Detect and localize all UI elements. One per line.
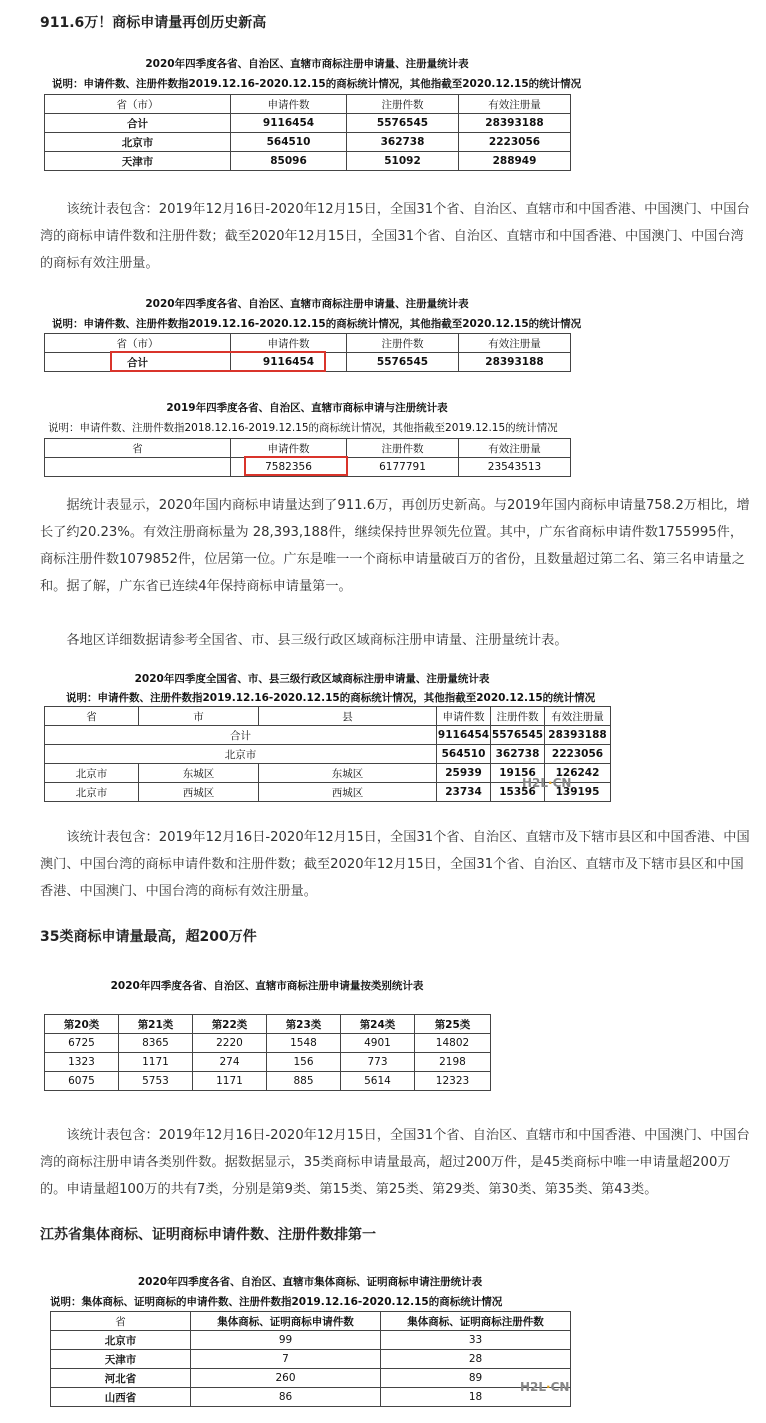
table1-cell: 288949 <box>459 152 571 171</box>
table6-cell: 北京市 <box>51 1331 191 1350</box>
table5-cell: 5614 <box>341 1072 415 1091</box>
table4-cell: 126242 <box>545 764 611 783</box>
table1-header: 有效注册量 <box>459 95 571 114</box>
table4-cell: 北京市 <box>45 745 437 764</box>
table4-cell: 25939 <box>437 764 491 783</box>
table5-title: 2020年四季度各省、自治区、直辖市商标注册申请量按类别统计表 <box>110 980 424 992</box>
table1-cell: 2223056 <box>459 133 571 152</box>
table5-header: 第24类 <box>341 1015 415 1034</box>
table4-header: 申请件数 <box>437 707 491 726</box>
table6-cell: 33 <box>381 1331 571 1350</box>
section-heading-1: 911.6万！商标申请量再创历史新高 <box>40 15 267 31</box>
table1-cell: 合计 <box>45 114 231 133</box>
table5-cell: 1548 <box>267 1034 341 1053</box>
table5-cell: 1171 <box>193 1072 267 1091</box>
table1-cell: 51092 <box>347 152 459 171</box>
table2-cell: 5576545 <box>347 353 459 372</box>
table5-cell: 12323 <box>415 1072 491 1091</box>
watermark <box>520 1380 569 1394</box>
table5-cell: 8365 <box>119 1034 193 1053</box>
paragraph-5 <box>40 1122 750 1203</box>
table1-cell: 5576545 <box>347 114 459 133</box>
table1-title: 2020年四季度各省、自治区、直辖市商标注册申请量、注册量统计表 <box>145 58 469 70</box>
table2-header: 省（市） <box>45 334 231 353</box>
table5-cell: 2198 <box>415 1053 491 1072</box>
table1-cell: 362738 <box>347 133 459 152</box>
table6-cell: 99 <box>191 1331 381 1350</box>
table4-cell: 西城区 <box>259 783 437 802</box>
paragraph-text: 据统计表显示，2020年国内商标申请量达到了911.6万，再创历史新高。与2019年国内商标申请量758.2万相比，增长了约20.23%。有效注册商标量为 28,393,188件，继续保持世界领先位置。其中，广东省商标申请件数1755995件，商标注册件数1079852件，位居第一位。广东是唯一一个商标申请量破百万的省份，且数量超过第二名、第三名申请量之和。据了解，广东省已连续4年保持商标申请量第一。 <box>40 498 750 594</box>
table-row <box>45 114 571 133</box>
table2-header: 注册件数 <box>347 334 459 353</box>
table1 <box>44 94 571 171</box>
table3-header: 有效注册量 <box>459 439 571 458</box>
table4-cell: 5576545 <box>491 726 545 745</box>
table5-cell: 6725 <box>45 1034 119 1053</box>
table5-cell: 14802 <box>415 1034 491 1053</box>
table1-note: 说明：申请件数、注册件数指2019.12.16-2020.12.15的商标统计情况，其他指截至2020.12.15的统计情况 <box>52 78 582 90</box>
table3-cell <box>45 458 231 477</box>
table3-header: 注册件数 <box>347 439 459 458</box>
table2-note: 说明：申请件数、注册件数指2019.12.16-2020.12.15的商标统计情况，其他指截至2020.12.15的统计情况 <box>52 318 582 330</box>
paragraph-1 <box>40 196 750 277</box>
table6-title: 2020年四季度各省、自治区、直辖市集体商标、证明商标申请注册统计表 <box>137 1276 483 1288</box>
table3-note: 说明：申请件数、注册件数指2018.12.16-2019.12.15的商标统计情况，其他指截至2019.12.15的统计情况 <box>48 422 558 434</box>
table1-cell: 天津市 <box>45 152 231 171</box>
table5-cell: 885 <box>267 1072 341 1091</box>
table5-cell: 1171 <box>119 1053 193 1072</box>
table-row <box>51 1350 571 1369</box>
watermark-text: H2L <box>520 1380 547 1394</box>
paragraph-text: 各地区详细数据请参考全国省、市、县三级行政区域商标注册申请量、注册量统计表。 <box>66 633 568 648</box>
table4-cell: 15356 <box>491 783 545 802</box>
table6-cell: 18 <box>381 1388 571 1407</box>
table6-cell: 89 <box>381 1369 571 1388</box>
table5 <box>44 1014 491 1091</box>
table6-cell: 河北省 <box>51 1369 191 1388</box>
paragraph-4 <box>40 824 750 905</box>
table4-cell: 564510 <box>437 745 491 764</box>
table6-cell: 86 <box>191 1388 381 1407</box>
watermark <box>522 776 571 790</box>
table6-header: 集体商标、证明商标申请件数 <box>191 1312 381 1331</box>
table5-cell: 773 <box>341 1053 415 1072</box>
table6-cell: 山西省 <box>51 1388 191 1407</box>
table4-cell: 北京市 <box>45 783 139 802</box>
table-row <box>45 1034 491 1053</box>
table5-cell: 5753 <box>119 1072 193 1091</box>
table5-header: 第25类 <box>415 1015 491 1034</box>
table1-cell: 北京市 <box>45 133 231 152</box>
table3-title: 2019年四季度各省、自治区、直辖市商标申请与注册统计表 <box>166 402 448 414</box>
watermark-dot: · <box>546 1380 551 1394</box>
table5-header: 第21类 <box>119 1015 193 1034</box>
table6-note: 说明：集体商标、证明商标的申请件数、注册件数指2019.12.16-2020.12.15的商标统计情况 <box>50 1296 503 1308</box>
table3-header: 省 <box>45 439 231 458</box>
table6-header: 省 <box>51 1312 191 1331</box>
table2-title: 2020年四季度各省、自治区、直辖市商标注册申请量、注册量统计表 <box>145 298 469 310</box>
table1-cell: 9116454 <box>231 114 347 133</box>
table2-header: 有效注册量 <box>459 334 571 353</box>
watermark-text: CN <box>552 776 572 790</box>
watermark-text: CN <box>550 1380 570 1394</box>
section-heading-3: 江苏省集体商标、证明商标申请件数、注册件数排第一 <box>40 1227 376 1243</box>
table3-cell: 6177791 <box>347 458 459 477</box>
table6-header: 集体商标、证明商标注册件数 <box>381 1312 571 1331</box>
table5-header: 第20类 <box>45 1015 119 1034</box>
table-row <box>45 726 611 745</box>
table4-title: 2020年四季度全国省、市、县三级行政区域商标注册申请量、注册量统计表 <box>134 673 490 685</box>
watermark-dot: · <box>548 776 553 790</box>
table2-cell: 28393188 <box>459 353 571 372</box>
table1-header: 省（市） <box>45 95 231 114</box>
table4-cell: 2223056 <box>545 745 611 764</box>
section-heading-2: 35类商标申请量最高，超200万件 <box>40 929 257 945</box>
table2-header: 申请件数 <box>231 334 347 353</box>
paragraph-3 <box>40 627 750 654</box>
table3-cell: 23543513 <box>459 458 571 477</box>
table-row <box>51 1388 571 1407</box>
table4-header: 有效注册量 <box>545 707 611 726</box>
table-row <box>45 1053 491 1072</box>
table1-cell: 28393188 <box>459 114 571 133</box>
paragraph-2 <box>40 492 750 600</box>
table-row <box>45 133 571 152</box>
table4-cell: 西城区 <box>139 783 259 802</box>
table3-cell: 7582356 <box>231 458 347 477</box>
table4-cell: 19156 <box>491 764 545 783</box>
table6-cell: 28 <box>381 1350 571 1369</box>
table1-cell: 85096 <box>231 152 347 171</box>
table-row <box>45 745 611 764</box>
table5-cell: 274 <box>193 1053 267 1072</box>
table1-header: 注册件数 <box>347 95 459 114</box>
paragraph-text: 该统计表包含：2019年12月16日-2020年12月15日，全国31个省、自治区、直辖市及下辖市县区和中国香港、中国澳门、中国台湾的商标申请件数和注册件数；截至2020年12月15日，全国31个省、自治区、直辖市及下辖市县区和中国香港、中国澳门、中国台湾的商标有效注册量。 <box>40 830 750 899</box>
table4-note: 说明：申请件数、注册件数指2019.12.16-2020.12.15的商标统计情况，其他指截至2020.12.15的统计情况 <box>66 692 596 704</box>
table2-cell: 9116454 <box>231 353 347 372</box>
table4-cell: 北京市 <box>45 764 139 783</box>
table5-header: 第23类 <box>267 1015 341 1034</box>
table-row <box>51 1369 571 1388</box>
table4-cell: 139195 <box>545 783 611 802</box>
table2-cell: 合计 <box>45 353 231 372</box>
table4-header: 省 <box>45 707 139 726</box>
table4-cell: 东城区 <box>259 764 437 783</box>
paragraph-text: 该统计表包含：2019年12月16日-2020年12月15日，全国31个省、自治区、直辖市和中国香港、中国澳门、中国台湾的商标申请件数和注册件数；截至2020年12月15日，全国31个省、自治区、直辖市和中国香港、中国澳门、中国台湾的商标有效注册量。 <box>40 202 750 271</box>
table4-header: 注册件数 <box>491 707 545 726</box>
table6-cell: 260 <box>191 1369 381 1388</box>
table5-cell: 4901 <box>341 1034 415 1053</box>
table5-cell: 2220 <box>193 1034 267 1053</box>
table4-cell: 362738 <box>491 745 545 764</box>
table4-cell: 23734 <box>437 783 491 802</box>
paragraph-text: 该统计表包含：2019年12月16日-2020年12月15日，全国31个省、自治区、直辖市和中国香港、中国澳门、中国台湾的商标注册申请各类别件数。据数据显示，35类商标申请量最高，超过200万件，是45类商标中唯一申请量超200万的。申请量超100万的共有7类，分别是第9类、第15类、第25类、第29类、第30类、第35类、第43类。 <box>40 1128 750 1197</box>
watermark-text: H2L <box>522 776 549 790</box>
table1-cell: 564510 <box>231 133 347 152</box>
table4-cell: 28393188 <box>545 726 611 745</box>
table-row <box>51 1331 571 1350</box>
table6-cell: 7 <box>191 1350 381 1369</box>
table4-header: 县 <box>259 707 437 726</box>
table5-cell: 156 <box>267 1053 341 1072</box>
table4-header: 市 <box>139 707 259 726</box>
table6-cell: 天津市 <box>51 1350 191 1369</box>
table1-header: 申请件数 <box>231 95 347 114</box>
table3-header: 申请件数 <box>231 439 347 458</box>
table-row <box>45 152 571 171</box>
table6 <box>50 1311 571 1407</box>
highlight-box <box>244 456 348 476</box>
table5-cell: 6075 <box>45 1072 119 1091</box>
table4-cell: 合计 <box>45 726 437 745</box>
table-row <box>45 1072 491 1091</box>
table4-cell: 东城区 <box>139 764 259 783</box>
table5-cell: 1323 <box>45 1053 119 1072</box>
highlight-box <box>110 351 326 372</box>
table4-cell: 9116454 <box>437 726 491 745</box>
table5-header: 第22类 <box>193 1015 267 1034</box>
